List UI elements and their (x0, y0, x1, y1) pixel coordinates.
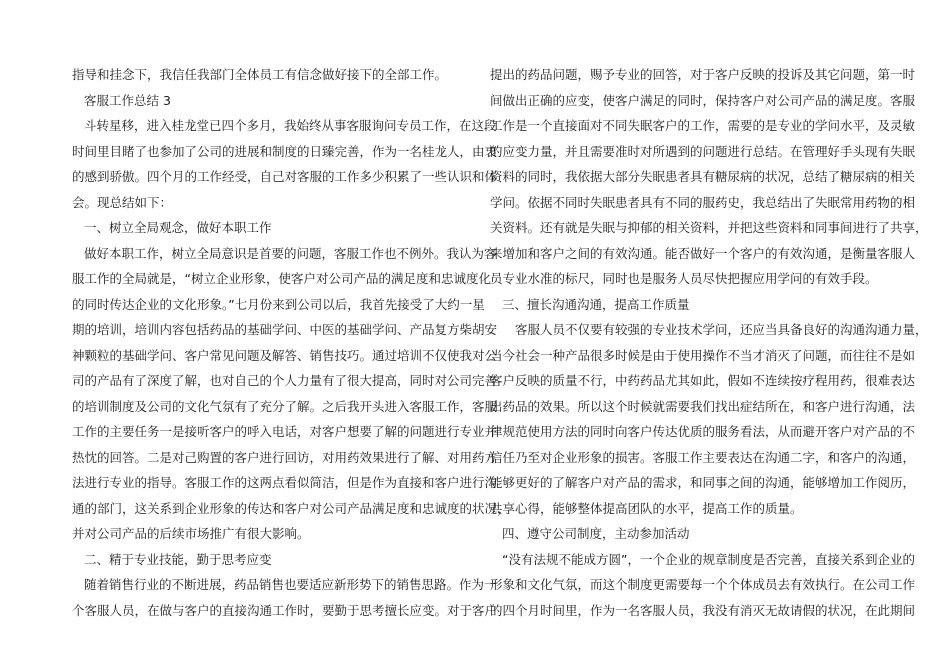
left-line-19: 并对公司产品的后续市场推广有很大影响。 (72, 526, 310, 541)
left-line-8: 做好本职工作，树立全局意识是首要的问题，客服工作也不例外。我认为客 (84, 245, 497, 261)
left-line-20: 二、精于专业技能，勤于思考应变 (84, 551, 272, 567)
left-line-11: 期的培训，培训内容包括药品的基础学问、中医的基础学问、产品复方柴胡安 (72, 322, 498, 337)
right-text-column (490, 62, 928, 623)
left-line-14: 的培训制度及公司的文化气氛有了充分了解。之后我开头进入客服工作，客服 (72, 398, 498, 414)
left-line-5: 的感到骄傲。四个月的工作经受，自己对客服的工作多少积累了一些认识和体 (72, 169, 498, 184)
right-line-2: 间做出正确的应变，使客户满足的同时，保持客户对公司产品的满足度。客服 (490, 92, 916, 108)
left-line-15: 工作的主要任务一是接听客户的呼入电话，对客户想要了解的问题进行专业并 (72, 424, 498, 439)
right-line-13: 客户反映的质量不行，中药药品尤其如此，假如不连续按疗程用药，很难表达 (490, 373, 916, 388)
right-line-21: 形象和文化气氛，而这个制度更需要每一个个体成员去有效执行。在公司工作 (490, 577, 916, 592)
left-line-21: 随着销售行业的不断进展，药品销售也要适应新形势下的销售思路。作为一 (84, 577, 497, 592)
right-line-18: 共享心得，能够整体提高团队的水平，提高工作的质量。 (490, 500, 803, 516)
right-line-22: 的四个月时间里，作为一名客服人员，我没有消灭无故请假的状况，在此期间 (490, 602, 916, 618)
right-line-8: 来增加和客户之间的有效沟通。能否做好一个客户的有效沟通，是衡量客服人 (490, 245, 916, 261)
left-text-column (72, 62, 510, 623)
right-line-6: 学问。依据不同时失眠患者具有不同的服药史，我总结出了失眠常用药物的相 (490, 194, 916, 210)
right-line-1: 提出的药品问题，赐予专业的回答，对于客户反映的投诉及其它问题，第一时 (490, 67, 916, 82)
right-line-5: 资料的同时，我依据大部分失眠患者具有糖尿病的状况，总结了糖尿病的相关 (490, 169, 916, 184)
right-line-14: 出药品的效果。所以这个时候就需要我们找出症结所在，和客户进行沟通，法 (490, 398, 916, 414)
right-line-15: 律规范使用方法的同时向客户传达优质的服务看法，从而避开客户对产品的不 (490, 424, 916, 439)
left-line-16: 热忱的回答。二是对己购置的客户进行回访，对用药效果进行了解、对用药方 (72, 449, 498, 465)
left-line-1: 指导和挂念下，我信任我部门全体员工有信念做好接下的全部工作。 (72, 67, 448, 82)
right-line-4: 的应变力量，并且需要准时对所遇到的问题进行总结。在管理好手头现有失眠 (490, 143, 916, 159)
left-line-17: 法进行专业的指导。客服工作的这两点看似简洁，但是作为直接和客户进行沟 (72, 475, 498, 490)
left-line-7: 一、树立全局观念，做好本职工作 (84, 220, 272, 235)
right-line-20: “没有法规不能成方圆”，一个企业的规章制度是否完善，直接关系到企业的 (502, 551, 915, 567)
left-line-18: 通的部门，这关系到企业形象的传达和客户对公司产品满足度和忠诚度的状况， (72, 500, 510, 516)
right-line-19: 四、遵守公司制度，主动参加活动 (502, 526, 690, 541)
left-line-10: 的同时传达企业的文化形象。”七月份来到公司以后，我首先接受了大约一星 (72, 296, 485, 312)
left-line-6: 会。现总结如下： (72, 194, 173, 210)
right-line-16: 信任乃至对企业形象的损害。客服工作主要表达在沟通二字，和客户的沟通， (490, 449, 916, 465)
right-line-17: 能够更好的了解客户对产品的需求，和同事之间的沟通，能够增加工作阅历， (490, 475, 916, 490)
left-line-3: 斗转星移，进入桂龙堂已四个多月，我始终从事客服询问专员工作，在这段 (84, 118, 497, 133)
left-line-22: 个客服人员，在做与客户的直接沟通工作时，要勤于思考擅长应变。对于客户 (72, 602, 498, 618)
right-line-11: 客服人员不仅要有较强的专业技术学问，还应当具备良好的沟通沟通力量， (515, 322, 928, 337)
right-line-7: 关资料。还有就是失眠与抑郁的相关资料，并把这些资料和同事间进行了共享， (490, 220, 928, 235)
left-line-2: 客服工作总结 3 (84, 92, 171, 108)
left-line-12: 神颗粒的基础学问、客户常见问题及解答、销售技巧。通过培训不仅使我对公 (72, 347, 498, 363)
right-line-10: 三、擅长沟通沟通，提高工作质量 (502, 296, 690, 312)
right-line-3: 工作是一个直接面对不同失眠客户的工作，需要的是专业的学问水平，及灵敏 (490, 118, 916, 133)
left-line-4: 时间里目睹了也参加了公司的进展和制度的日臻完善，作为一名桂龙人，由衷 (72, 143, 498, 159)
right-line-12: 当今社会一种产品很多时候是由于使用操作不当才消灭了问题，而往往不是如 (490, 347, 916, 363)
left-line-13: 司的产品有了深度了解，也对自己的个人力量有了很大提高，同时对公司完善 (72, 373, 498, 388)
left-line-9: 服工作的全局就是，“树立企业形象，使客户对公司产品的满足度和忠诚度化 (72, 271, 491, 286)
right-line-9: 员专业水准的标尺，同时也是服务人员尽快把握应用学问的有效手段。 (490, 271, 878, 286)
